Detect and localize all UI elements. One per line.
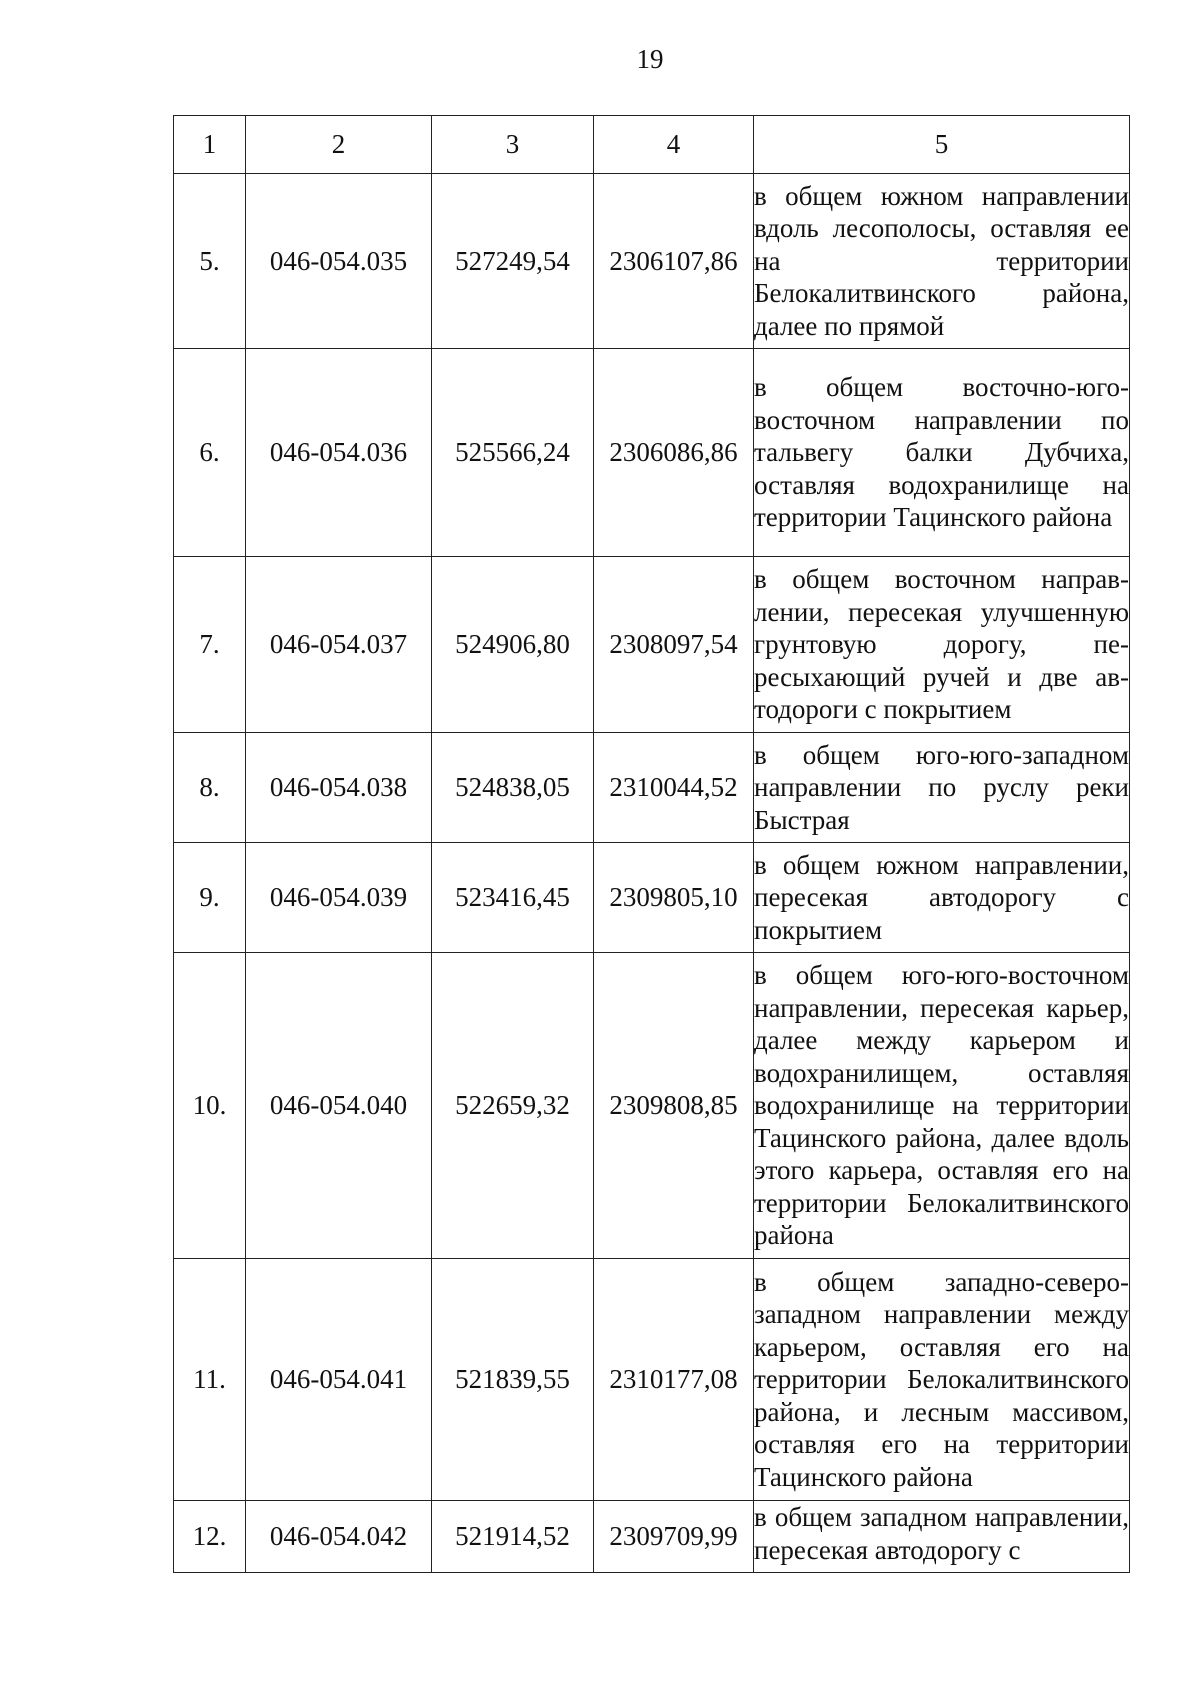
x-coordinate: 525566,24 xyxy=(432,349,594,557)
table-row xyxy=(174,174,1130,349)
point-id: 046-054.040 xyxy=(246,953,432,1259)
column-header-1: 1 xyxy=(174,116,246,174)
y-coordinate: 2309808,85 xyxy=(594,953,754,1259)
x-coordinate: 522659,32 xyxy=(432,953,594,1259)
table-row xyxy=(174,1259,1130,1501)
table-row xyxy=(174,557,1130,733)
table-row xyxy=(174,733,1130,843)
point-id: 046-054.038 xyxy=(246,733,432,843)
table-row xyxy=(174,349,1130,557)
boundary-description: в общем западно-северо-западном направлении между карьером, оставляя его на территории Белокалитвинского района, и лесным массивом, оставляя его на территории Тацинского района xyxy=(754,1259,1130,1501)
point-id: 046-054.036 xyxy=(246,349,432,557)
column-header-4: 4 xyxy=(594,116,754,174)
x-coordinate: 524838,05 xyxy=(432,733,594,843)
boundary-description: в общем восточном направлении, пересекая улучшенную грунтовую дорогу, пересыхающий ручей и две автодороги с покрытием xyxy=(754,557,1130,733)
boundary-description: в общем юго-юго-западном направлении по руслу реки Быстрая xyxy=(754,733,1130,843)
boundary-description: в общем восточно-юго-восточном направлении по тальвегу балки Дубчиха, оставляя водохранилище на территории Тацинского района xyxy=(754,349,1130,557)
page-number: 19 xyxy=(636,44,664,74)
y-coordinate: 2310177,08 xyxy=(594,1259,754,1501)
point-id: 046-054.037 xyxy=(246,557,432,733)
table-row xyxy=(174,843,1130,953)
y-coordinate: 2308097,54 xyxy=(594,557,754,733)
column-header-2: 2 xyxy=(246,116,432,174)
y-coordinate: 2309709,99 xyxy=(594,1501,754,1573)
y-coordinate: 2309805,10 xyxy=(594,843,754,953)
row-number: 10. xyxy=(174,953,246,1259)
row-number: 11. xyxy=(174,1259,246,1501)
table-header-row xyxy=(174,116,1130,174)
boundary-description: в общем южном направлении вдоль лесополосы, оставляя ее на территории Белокалитвинского района, далее по прямой xyxy=(754,174,1130,349)
table-row xyxy=(174,1501,1130,1573)
column-header-3: 3 xyxy=(432,116,594,174)
boundary-points-table xyxy=(173,115,1130,1573)
point-id: 046-054.039 xyxy=(246,843,432,953)
x-coordinate: 523416,45 xyxy=(432,843,594,953)
x-coordinate: 524906,80 xyxy=(432,557,594,733)
point-id: 046-054.042 xyxy=(246,1501,432,1573)
boundary-description: в общем юго-юго-восточном направлении, пересекая карьер, далее между карьером и водохранилищем, оставляя водохранилище на территории Тацинского района, далее вдоль этого карьера, оставляя его на территории Белокалитвинского района xyxy=(754,953,1130,1259)
x-coordinate: 521914,52 xyxy=(432,1501,594,1573)
table-row xyxy=(174,953,1130,1259)
row-number: 5. xyxy=(174,174,246,349)
boundary-description: в общем южном направлении, пересекая автодорогу с покрытием xyxy=(754,843,1130,953)
y-coordinate: 2306086,86 xyxy=(594,349,754,557)
boundary-description: в общем западном направлении, пересекая автодорогу с xyxy=(754,1501,1130,1573)
y-coordinate: 2306107,86 xyxy=(594,174,754,349)
column-header-5: 5 xyxy=(754,116,1130,174)
point-id: 046-054.035 xyxy=(246,174,432,349)
row-number: 6. xyxy=(174,349,246,557)
row-number: 12. xyxy=(174,1501,246,1573)
row-number: 7. xyxy=(174,557,246,733)
row-number: 9. xyxy=(174,843,246,953)
row-number: 8. xyxy=(174,733,246,843)
point-id: 046-054.041 xyxy=(246,1259,432,1501)
x-coordinate: 521839,55 xyxy=(432,1259,594,1501)
y-coordinate: 2310044,52 xyxy=(594,733,754,843)
x-coordinate: 527249,54 xyxy=(432,174,594,349)
